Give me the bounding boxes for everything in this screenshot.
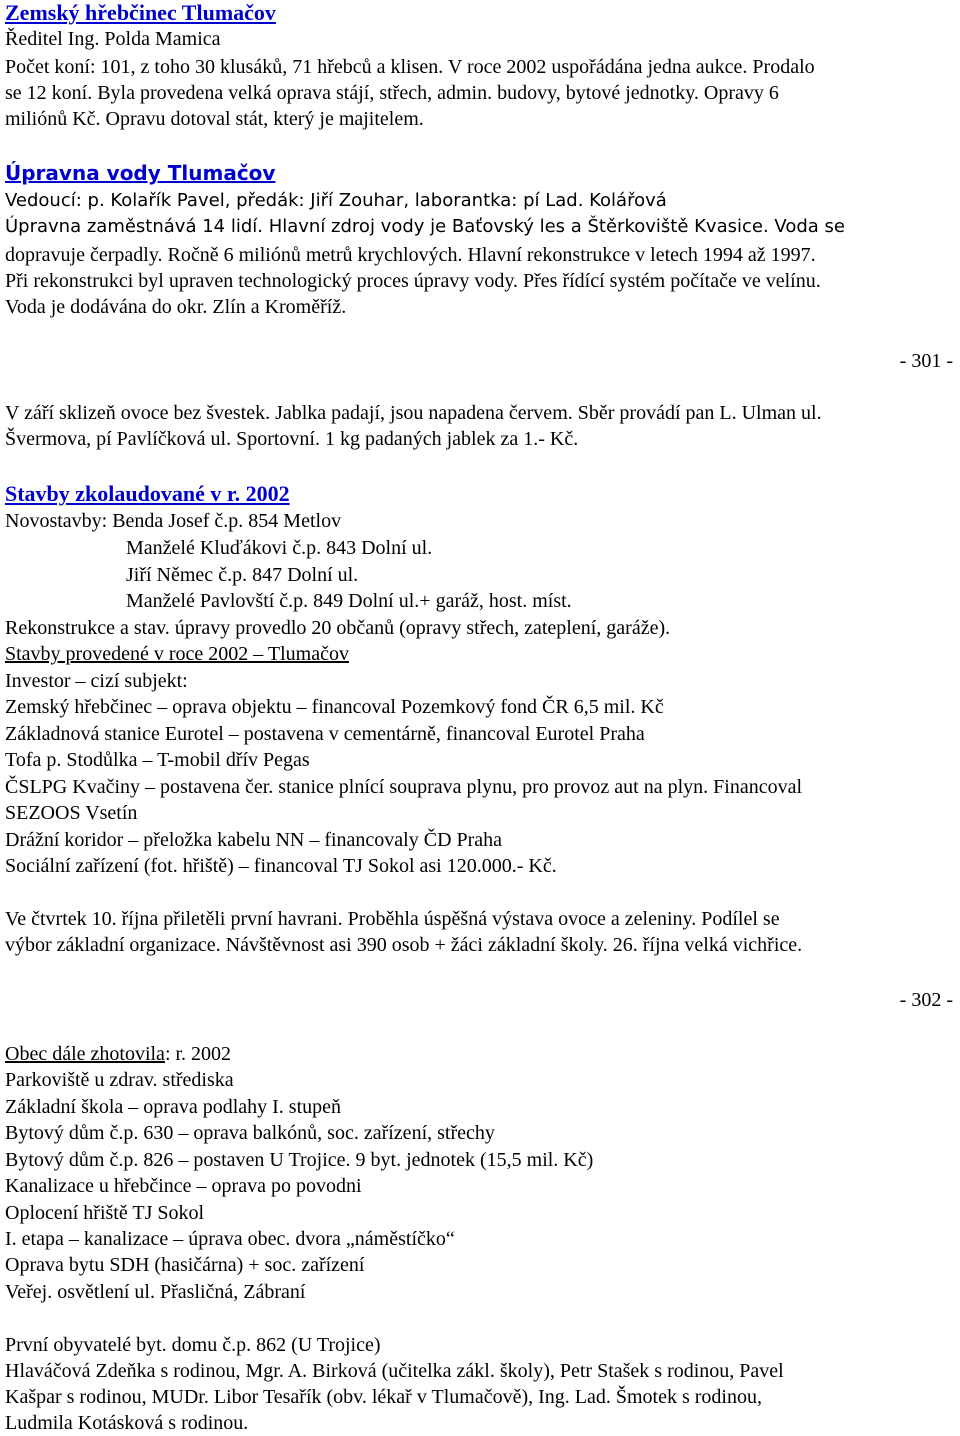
text-line: První obyvatelé byt. domu č.p. 862 (U Trojice) — [5, 1334, 381, 1356]
text-line: Manželé Pavlovští č.p. 849 Dolní ul.+ garáž, host. míst. — [126, 590, 572, 612]
text-line: Tofa p. Stodůlka – T-mobil dřív Pegas — [5, 749, 310, 771]
text-line: Úpravna zaměstnává 14 lidí. Hlavní zdroj vody je Baťovský les a Štěrkoviště Kvasice. Voda se — [5, 216, 845, 237]
text-line: ČSLPG Kvačiny – postavena čer. stanice plnící souprava plynu, pro provoz aut na plyn. Financoval — [5, 776, 803, 798]
text-line: Ve čtvrtek 10. října přiletěli první havrani. Proběhla úspěšná výstava ovoce a zeleniny. Podílel se — [5, 908, 780, 930]
text-line: Sociální zařízení (fot. hřiště) – financoval TJ Sokol asi 120.000.- Kč. — [5, 855, 557, 877]
heading-rest: : r. 2002 — [164, 1043, 232, 1065]
text-line: dopravuje čerpadly. Ročně 6 miliónů metrů krychlových. Hlavní rekonstrukce v letech 1994 až 1997. — [5, 244, 816, 266]
text-line: SEZOOS Vsetín — [5, 802, 138, 824]
text-line: Vedoucí: p. Kolařík Pavel, předák: Jiří Zouhar, laborantka: pí Lad. Kolářová — [5, 190, 667, 211]
text-line: Při rekonstrukci byl upraven technologický proces úpravy vody. Přes řídící systém počítače ve velínu. — [5, 270, 821, 292]
text-line: Jiří Němec č.p. 847 Dolní ul. — [126, 564, 359, 586]
text-line: Kanalizace u hřebčince – oprava po povodni — [5, 1175, 362, 1197]
text-line: Základní škola – oprava podlahy I. stupeň — [5, 1096, 342, 1118]
text-line: Bytový dům č.p. 826 – postaven U Trojice. 9 byt. jednotek (15,5 mil. Kč) — [5, 1149, 594, 1171]
heading-upravna-vody: Úpravna vody Tlumačov — [5, 161, 276, 185]
text-line: Drážní koridor – přeložka kabelu NN – financovaly ČD Praha — [5, 829, 503, 851]
heading-stavby-zkolaudovane: Stavby zkolaudované v r. 2002 — [5, 481, 290, 506]
page-number: - 301 - — [899, 350, 953, 372]
text-line: I. etapa – kanalizace – úprava obec. dvora „náměstíčko“ — [5, 1228, 455, 1250]
text-line: Kašpar s rodinou, MUDr. Libor Tesařík (obv. lékař v Tlumačově), Ing. Lad. Šmotek s rodinou, — [5, 1386, 762, 1408]
page-number: - 302 - — [899, 989, 953, 1011]
text-line: Parkoviště u zdrav. střediska — [5, 1069, 234, 1091]
heading-zemsky-hrebcinec: Zemský hřebčinec Tlumačov — [5, 0, 276, 25]
text-line: Ludmila Kotásková s rodinou. — [5, 1412, 249, 1434]
heading-underlined: Obec dále zhotovila — [5, 1043, 165, 1065]
text-line: Ředitel Ing. Polda Mamica — [5, 28, 221, 50]
subheading-stavby-provedene: Stavby provedené v roce 2002 – Tlumačov — [5, 643, 349, 665]
text-line: Bytový dům č.p. 630 – oprava balkónů, soc. zařízení, střechy — [5, 1122, 495, 1144]
text-line: Počet koní: 101, z toho 30 klusáků, 71 hřebců a klisen. V roce 2002 uspořádána jedna aukce. Prodalo — [5, 56, 815, 78]
text-line: Oplocení hřiště TJ Sokol — [5, 1202, 205, 1224]
text-line: Hlaváčová Zdeňka s rodinou, Mgr. A. Birková (učitelka zákl. školy), Petr Stašek s rodinou, Pavel — [5, 1360, 784, 1382]
heading-obec-dale-zhotovila — [5, 1041, 231, 1067]
text-line: Základnová stanice Eurotel – postavena v cementárně, financoval Eurotel Praha — [5, 723, 645, 745]
text-line: V září sklizeň ovoce bez švestek. Jablka padají, jsou napadena červem. Sběr provádí pan L. Ulman ul. — [5, 402, 822, 424]
text-line: Manželé Kluďákovi č.p. 843 Dolní ul. — [126, 537, 433, 559]
text-line: Zemský hřebčinec – oprava objektu – financoval Pozemkový fond ČR 6,5 mil. Kč — [5, 696, 664, 718]
text-line: Veřej. osvětlení ul. Přasličná, Zábraní — [5, 1281, 306, 1303]
text-line: Voda je dodávána do okr. Zlín a Kroměříž. — [5, 296, 347, 318]
text-line: miliónů Kč. Opravu dotoval stát, který je majitelem. — [5, 108, 424, 130]
text-line: výbor základní organizace. Návštěvnost asi 390 osob + žáci základní školy. 26. října velká vichřice. — [5, 934, 803, 956]
text-line: Investor – cizí subjekt: — [5, 670, 188, 692]
text-line: Rekonstrukce a stav. úpravy provedlo 20 občanů (opravy střech, zateplení, garáže). — [5, 617, 671, 639]
text-line: Oprava bytu SDH (hasičárna) + soc. zařízení — [5, 1254, 365, 1276]
text-line: Švermova, pí Pavlíčková ul. Sportovní. 1 kg padaných jablek za 1.- Kč. — [5, 428, 579, 450]
text-line: se 12 koní. Byla provedena velká oprava stájí, střech, admin. budovy, bytové jednotky. Opravy 6 — [5, 82, 779, 104]
text-line: Novostavby: Benda Josef č.p. 854 Metlov — [5, 510, 342, 532]
